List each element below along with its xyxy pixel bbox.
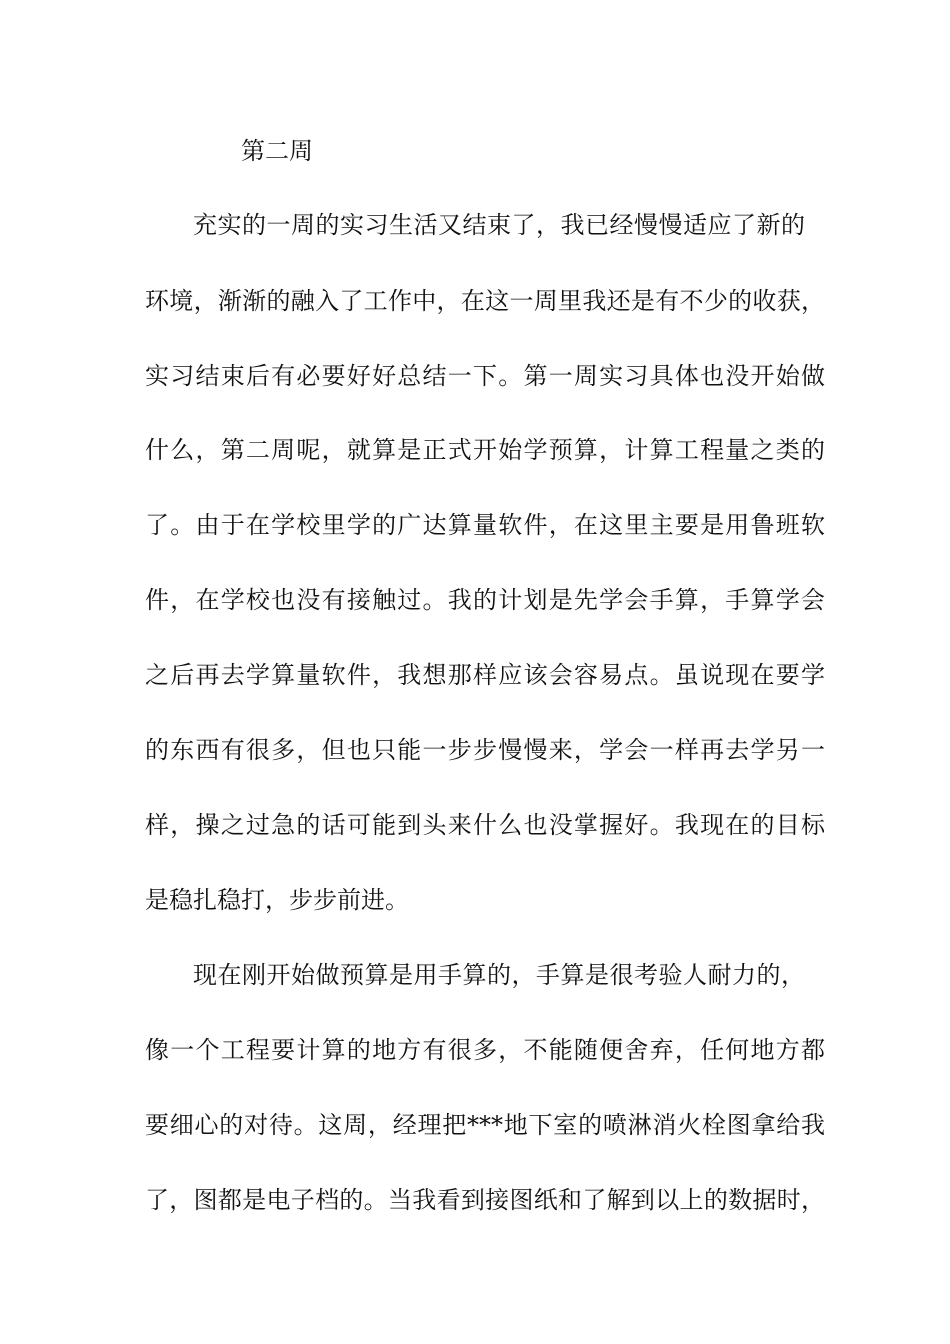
paragraph-line: 要细心的对待。这周，经理把***地下室的喷淋消火栓图拿给我 [145,1111,825,1139]
paragraph-line: 实习结束后有必要好好总结一下。第一周实习具体也没开始做 [145,362,825,390]
paragraph-line: 什么，第二周呢，就算是正式开始学预算，计算工程量之类的 [145,436,825,464]
section-heading: 第二周 [241,137,313,165]
paragraph-line: 之后再去学算量软件，我想那样应该会容易点。虽说现在要学 [145,661,825,689]
paragraph-line: 的东西有很多，但也只能一步步慢慢来，学会一样再去学另一 [145,736,825,764]
paragraph-line: 件，在学校也没有接触过。我的计划是先学会手算，手算学会 [145,586,825,614]
paragraph-line: 像一个工程要计算的地方有很多，不能随便舍弃，任何地方都 [145,1036,825,1064]
paragraph-line: 环境，渐渐的融入了工作中，在这一周里我还是有不少的收获， [145,287,825,315]
paragraph-line: 是稳扎稳打，步步前进。 [145,886,409,914]
paragraph-line: 充实的一周的实习生活又结束了，我已经慢慢适应了新的 [193,211,805,239]
paragraph-line: 现在刚开始做预算是用手算的，手算是很考验人耐力的， [193,961,805,989]
paragraph-line: 了，图都是电子档的。当我看到接图纸和了解到以上的数据时， [145,1186,825,1214]
paragraph-line: 了。由于在学校里学的广达算量软件，在这里主要是用鲁班软 [145,511,825,539]
paragraph-line: 样，操之过急的话可能到头来什么也没掌握好。我现在的目标 [145,811,825,839]
